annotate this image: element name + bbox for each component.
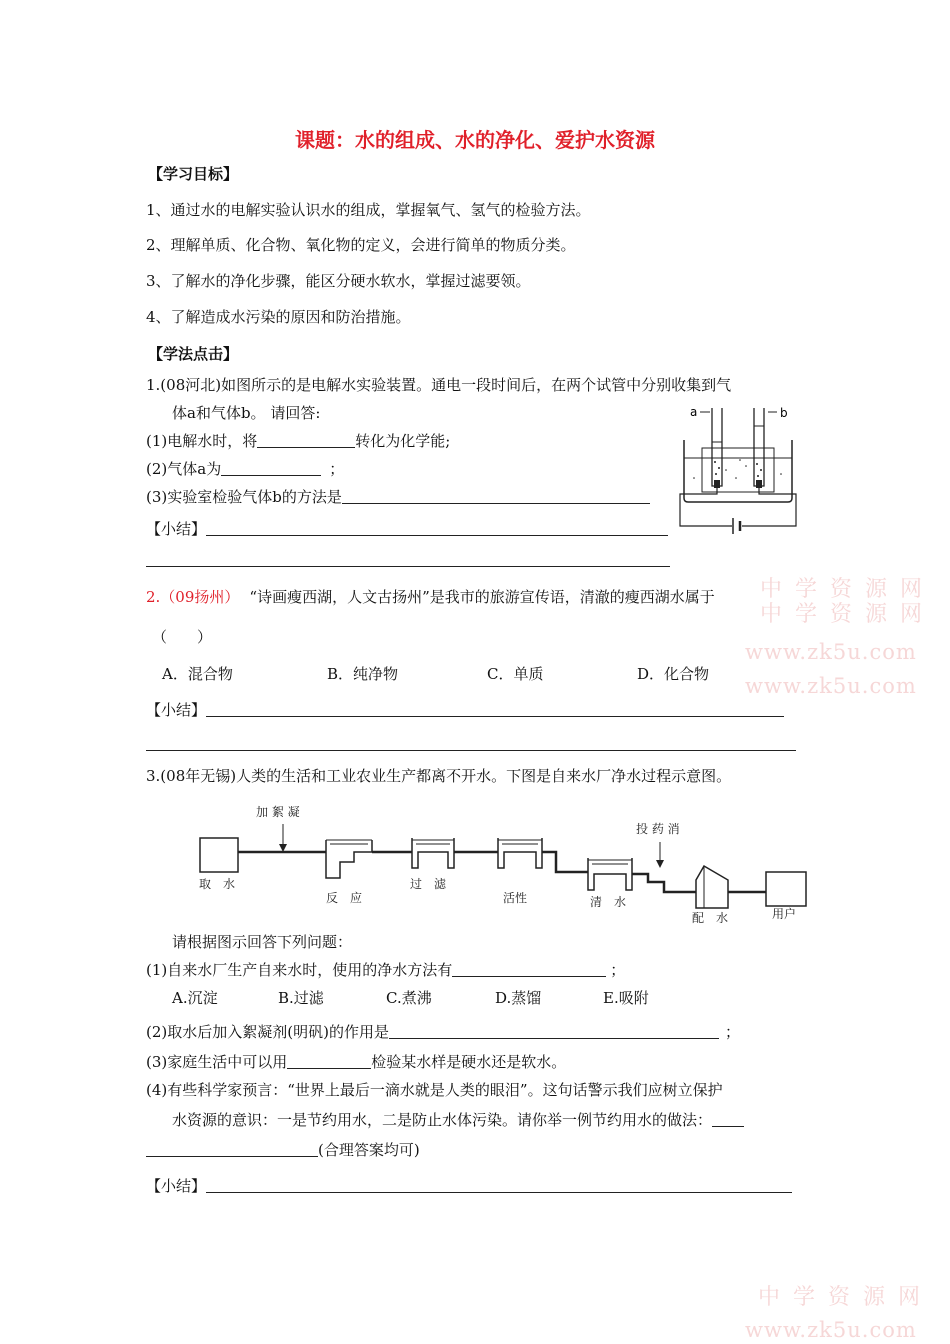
q2-option-a[interactable]: A．混合物	[162, 665, 233, 683]
q1-summary: 【小结】	[146, 519, 668, 539]
water-treatment-diagram	[190, 796, 815, 931]
q2-answer-paren[interactable]: （ ）	[152, 628, 213, 646]
watermark-url: www.zk5u.com	[745, 1318, 917, 1342]
watermark-text: 中 学 资 源 网	[760, 602, 925, 627]
q1-summary-line[interactable]	[146, 566, 670, 567]
q1-line1: 1.(08河北)如图所示的是电解水实验装置。通电一段时间后，在两个试管中分别收集到气	[146, 376, 732, 394]
q3-option-b[interactable]: B.过滤	[278, 989, 324, 1007]
watermark-text: 中 学 资 源 网	[758, 1285, 923, 1310]
q3-blank-4-cont[interactable]	[146, 1140, 318, 1157]
gas-b-label: b	[780, 406, 788, 420]
q3-part3: (3)家庭生活中可以用 检验某水样是硬水还是软水。	[146, 1053, 567, 1071]
q3-prompt: 请根据图示回答下列问题：	[172, 933, 353, 951]
q1-blank-3[interactable]	[342, 487, 650, 504]
intake-box	[200, 838, 238, 872]
q3-part4-line3: (合理答案均可)	[146, 1140, 420, 1160]
q3-summary: 【小结】	[146, 1176, 792, 1196]
q3-blank-4[interactable]	[712, 1110, 744, 1127]
label-clear-water: 清 水	[590, 895, 627, 909]
goals-header: 【学习目标】	[148, 165, 239, 183]
q2-option-b[interactable]: B．纯净物	[327, 665, 399, 683]
q3-part2: (2)取水后加入絮凝剂(明矾)的作用是 ；	[146, 1023, 740, 1041]
q3-option-a[interactable]: A.沉淀	[172, 989, 218, 1007]
q1-summary-blank[interactable]	[206, 519, 668, 536]
q3-option-c[interactable]: C.煮沸	[386, 989, 432, 1007]
goal-item: 2、理解单质、化合物、氧化物的定义，会进行简单的物质分类。	[146, 236, 576, 254]
goal-item: 1、通过水的电解实验认识水的组成，掌握氧气、氢气的检验方法。	[146, 201, 591, 219]
label-activated: 活性	[503, 891, 528, 905]
q1-line2: 体a和气体b。 请回答:	[172, 404, 321, 422]
q3-option-e[interactable]: E.吸附	[603, 989, 649, 1007]
q2-option-c[interactable]: C．单质	[487, 665, 544, 683]
q3-blank-3[interactable]	[287, 1052, 371, 1069]
q3-blank-2[interactable]	[389, 1022, 719, 1039]
q2-summary-line[interactable]	[146, 750, 796, 751]
q3-line1: 3.(08年无锡)人类的生活和工业农业生产都离不开水。下图是自来水厂净水过程示意图。	[146, 767, 732, 785]
q2-option-d[interactable]: D．化合物	[637, 665, 710, 683]
watermark-text: 中 学 资 源 网	[760, 577, 925, 602]
watermark-url: www.zk5u.com	[745, 674, 917, 698]
q1-blank-1[interactable]	[257, 431, 355, 448]
label-take-water: 取 水	[199, 877, 236, 891]
q1-part1: (1)电解水时，将 转化为化学能;	[146, 432, 451, 450]
label-filter: 过 滤	[410, 877, 447, 891]
page-title: 课题：水的组成、水的净化、爱护水资源	[295, 128, 655, 152]
user-box	[766, 872, 806, 906]
q3-part1: (1)自来水厂生产自来水时，使用的净水方法有 ；	[146, 961, 626, 979]
watermark-url: www.zk5u.com	[745, 640, 917, 664]
label-distribute: 配 水	[692, 911, 729, 925]
goal-item: 3、了解水的净化步骤，能区分硬水软水，掌握过滤要领。	[146, 272, 531, 290]
q3-part4-line1: (4)有些科学家预言：“世界上最后一滴水就是人类的眼泪”。这句话警示我们应树立保护	[146, 1081, 723, 1099]
label-disinfect: 投 药 消	[636, 822, 680, 836]
q2-summary-blank[interactable]	[206, 700, 784, 717]
q3-summary-blank[interactable]	[206, 1176, 792, 1193]
q1-blank-2[interactable]	[221, 459, 321, 476]
q2-summary: 【小结】	[146, 700, 784, 720]
q3-blank-1[interactable]	[452, 960, 606, 977]
label-add-flocculant: 加 絮 凝	[256, 805, 300, 819]
q2-line1: 2.（09扬州） “诗画瘦西湖，人文古扬州”是我市的旅游宣传语，清澈的瘦西湖水属于	[146, 588, 715, 606]
q3-part4-line2: 水资源的意识：一是节约用水，二是防止水体污染。请你举一例节约用水的做法：	[172, 1110, 744, 1130]
q1-part3: (3)实验室检验气体b的方法是	[146, 487, 650, 507]
q1-part2: (2)气体a为 ；	[146, 460, 345, 478]
electrolysis-apparatus	[676, 398, 800, 536]
label-reaction: 反 应	[326, 891, 363, 905]
q3-option-d[interactable]: D.蒸馏	[495, 989, 542, 1007]
goal-item: 4、了解造成水污染的原因和防治措施。	[146, 308, 411, 326]
gas-a-label: a	[690, 405, 698, 419]
methods-header: 【学法点击】	[148, 345, 239, 363]
label-user: 用户	[772, 907, 797, 921]
